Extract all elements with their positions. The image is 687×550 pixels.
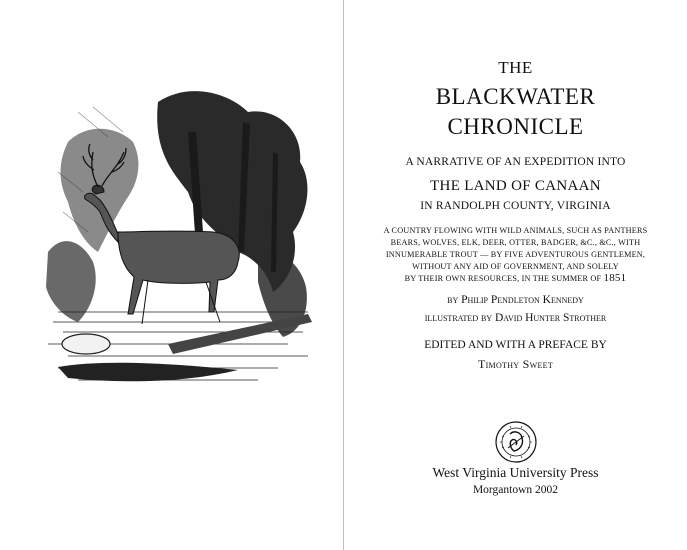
description-line: A COUNTRY FLOWING WITH WILD ANIMALS, SUCH AS PANTHERS <box>383 226 648 235</box>
publisher-name: West Virginia University Press <box>432 465 599 480</box>
description-line: WITHOUT ANY AID OF GOVERNMENT, AND SOLELY <box>412 262 619 271</box>
editor-name: Timothy Sweet <box>477 357 554 371</box>
university-press-seal-icon <box>494 420 538 464</box>
title-line-the: THE <box>498 58 533 77</box>
title-page <box>344 0 687 550</box>
description-line: BEARS, WOLVES, ELK, DEER, OTTER, BADGER, &C., &C., WITH <box>390 238 641 247</box>
author-line: by Philip Pendleton Kennedy <box>447 294 584 306</box>
publication-location-year: Morgantown 2002 <box>472 484 559 496</box>
description-last-text: BY THEIR OWN RESOURCES, IN THE SUMMER OF <box>404 274 602 283</box>
description-line: INNUMERABLE TROUT — BY FIVE ADVENTUROUS GENTLEMEN, <box>385 250 646 259</box>
deer-in-stream-engraving-icon <box>38 82 314 397</box>
editor-line-1: EDITED AND WITH A PREFACE BY <box>424 339 607 351</box>
description-year: 1851 <box>603 272 627 284</box>
title-line-chronicle: CHRONICLE <box>447 114 584 139</box>
subtitle-line-1: A NARRATIVE OF AN EXPEDITION INTO <box>405 156 626 168</box>
title-line-blackwater: BLACKWATER <box>435 84 596 109</box>
description-line-last <box>344 272 687 284</box>
subtitle-line-3: IN RANDOLPH COUNTY, VIRGINIA <box>420 200 611 212</box>
illustrator-line: illustrated by David Hunter Strother <box>424 312 607 324</box>
frontispiece-page <box>0 0 343 550</box>
subtitle-line-2: THE LAND OF CANAAN <box>430 178 601 194</box>
